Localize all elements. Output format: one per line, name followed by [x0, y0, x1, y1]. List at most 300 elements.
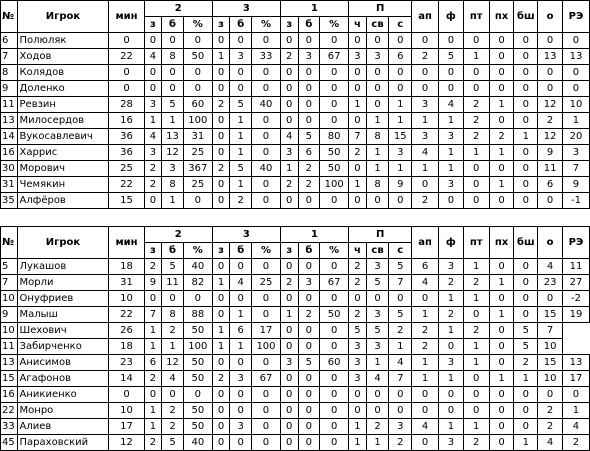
- cell-o: 4: [538, 259, 563, 275]
- cell-3_z: 0: [212, 81, 230, 97]
- cell-2_pct: 50: [183, 323, 212, 339]
- cell-p_s: 5: [389, 259, 412, 275]
- cell-2_z: 0: [144, 387, 162, 403]
- cell-3_b: 0: [230, 355, 252, 371]
- cell-2_b: 2: [162, 323, 184, 339]
- cell-1_b: 0: [298, 323, 320, 339]
- cell-p_s: 5: [389, 307, 412, 323]
- cell-min: 28: [109, 97, 144, 113]
- cell-p_s: 15: [389, 129, 412, 145]
- cell-bsh: 0: [514, 49, 538, 65]
- cell-re: 2: [562, 435, 589, 451]
- cell-2_b: 12: [162, 145, 184, 161]
- cell-num: 14: [1, 129, 18, 145]
- cell-ap: 2: [412, 323, 439, 339]
- header-group-2: 1: [280, 227, 348, 243]
- cell-p_s: 9: [389, 177, 412, 193]
- cell-bsh: 0: [514, 97, 538, 113]
- cell-p_ch: 5: [349, 323, 367, 339]
- cell-2_b: 4: [162, 371, 184, 387]
- cell-2_z: 4: [144, 129, 162, 145]
- cell-3_z: 0: [212, 129, 230, 145]
- cell-min: 16: [109, 113, 144, 129]
- cell-min: 31: [109, 275, 144, 291]
- cell-num: 11: [1, 339, 18, 355]
- cell-f: 3: [438, 355, 463, 371]
- cell-1_b: 5: [298, 355, 320, 371]
- table-row: [1, 177, 590, 193]
- table-row: [1, 65, 590, 81]
- cell-3_pct: 0: [252, 177, 281, 193]
- cell-ap: 3: [412, 129, 439, 145]
- cell-f: 1: [438, 323, 463, 339]
- cell-o: 0: [538, 65, 563, 81]
- cell-2_z: 2: [144, 259, 162, 275]
- cell-player: Малыш: [17, 307, 109, 323]
- cell-re: -1: [562, 193, 589, 209]
- cell-o: 2: [538, 403, 563, 419]
- cell-p_s: 0: [389, 291, 412, 307]
- header-sub-1: б: [162, 243, 184, 259]
- cell-o: 15: [538, 355, 563, 371]
- cell-1_pct: 0: [320, 113, 349, 129]
- cell-3_b: 1: [230, 113, 252, 129]
- header-min: мин: [109, 1, 144, 33]
- cell-p_sv: 1: [366, 435, 389, 451]
- table-row: [1, 339, 590, 355]
- cell-f: 4: [438, 97, 463, 113]
- cell-1_b: 0: [298, 193, 320, 209]
- cell-p_s: 1: [389, 113, 412, 129]
- cell-3_z: 2: [212, 97, 230, 113]
- cell-player: Чемякин: [17, 177, 109, 193]
- cell-pt: 1: [463, 145, 489, 161]
- header-ф: ф: [438, 1, 463, 33]
- cell-bsh: 1: [514, 129, 538, 145]
- cell-f: 1: [438, 113, 463, 129]
- cell-p_s: 0: [389, 65, 412, 81]
- cell-2_z: 2: [144, 177, 162, 193]
- table-row: [1, 435, 590, 451]
- cell-1_z: 0: [280, 371, 298, 387]
- cell-2_b: 0: [162, 33, 184, 49]
- header-group-0: 2: [144, 1, 212, 17]
- cell-re: 13: [562, 355, 589, 371]
- header-бш: бш: [514, 227, 538, 259]
- cell-p_ch: 0: [349, 65, 367, 81]
- cell-1_z: 0: [280, 33, 298, 49]
- cell-re: 9: [562, 177, 589, 193]
- header-num: №: [1, 227, 18, 259]
- cell-min: 18: [109, 339, 144, 355]
- cell-1_pct: 100: [320, 177, 349, 193]
- cell-1_pct: 50: [320, 161, 349, 177]
- cell-2_pct: 0: [183, 65, 212, 81]
- header-бш: бш: [514, 1, 538, 33]
- cell-2_pct: 367: [183, 161, 212, 177]
- cell-bsh: 0: [514, 387, 538, 403]
- cell-2_b: 2: [162, 419, 184, 435]
- table-row: [1, 81, 590, 97]
- cell-ap: 2: [412, 193, 439, 209]
- cell-3_pct: 0: [252, 259, 281, 275]
- cell-1_b: 0: [298, 259, 320, 275]
- cell-pt: 0: [463, 65, 489, 81]
- cell-f: 1: [438, 371, 463, 387]
- cell-f: 0: [438, 403, 463, 419]
- cell-player: Доленко: [17, 81, 109, 97]
- table-row: [1, 193, 590, 209]
- header-sub-6: з: [280, 243, 298, 259]
- cell-1_b: 0: [298, 291, 320, 307]
- header-row-1: [1, 1, 590, 17]
- cell-1_pct: 0: [320, 403, 349, 419]
- cell-3_pct: 0: [252, 129, 281, 145]
- cell-player: Анисимов: [17, 355, 109, 371]
- cell-p_ch: 3: [349, 355, 367, 371]
- cell-3_b: 0: [230, 291, 252, 307]
- table-row: [1, 259, 590, 275]
- cell-player: Милосердов: [17, 113, 109, 129]
- cell-o: 12: [538, 129, 563, 145]
- header-sub-2: %: [183, 17, 212, 33]
- cell-ap: 1: [412, 161, 439, 177]
- cell-3_pct: 0: [252, 65, 281, 81]
- cell-3_pct: 0: [252, 193, 281, 209]
- cell-o: 13: [538, 49, 563, 65]
- cell-1_z: 0: [280, 193, 298, 209]
- cell-f: 1: [438, 145, 463, 161]
- cell-num: 22: [1, 403, 18, 419]
- cell-min: 22: [109, 49, 144, 65]
- cell-ph: 0: [489, 161, 514, 177]
- cell-3_b: 0: [230, 81, 252, 97]
- cell-min: 26: [109, 323, 144, 339]
- cell-ap: 1: [412, 355, 439, 371]
- cell-o: 0: [538, 193, 563, 209]
- cell-p_s: 0: [389, 81, 412, 97]
- cell-3_b: 4: [230, 275, 252, 291]
- cell-ph: 0: [489, 387, 514, 403]
- cell-1_z: 0: [280, 323, 298, 339]
- cell-3_pct: 40: [252, 97, 281, 113]
- cell-1_pct: 0: [320, 291, 349, 307]
- cell-p_sv: 1: [366, 161, 389, 177]
- cell-o: 12: [538, 97, 563, 113]
- cell-player: Морли: [17, 275, 109, 291]
- cell-min: 22: [109, 307, 144, 323]
- cell-re: 11: [562, 259, 589, 275]
- cell-player: Лукашов: [17, 259, 109, 275]
- header-ап: ап: [412, 1, 439, 33]
- header-sub-5: %: [252, 243, 281, 259]
- cell-2_pct: 50: [183, 355, 212, 371]
- cell-bsh: 0: [514, 113, 538, 129]
- header-РЭ: РЭ: [562, 227, 589, 259]
- cell-f: 0: [438, 33, 463, 49]
- cell-3_z: 0: [212, 193, 230, 209]
- cell-f: 1: [438, 419, 463, 435]
- cell-p_sv: 5: [366, 323, 389, 339]
- header-ф: ф: [438, 227, 463, 259]
- cell-p_ch: 1: [349, 435, 367, 451]
- cell-1_z: 0: [280, 97, 298, 113]
- table-row: [1, 161, 590, 177]
- cell-3_pct: 0: [252, 291, 281, 307]
- cell-p_sv: 1: [366, 145, 389, 161]
- cell-f: 2: [438, 307, 463, 323]
- cell-o: 10: [538, 339, 563, 355]
- cell-pt: 0: [463, 387, 489, 403]
- cell-1_pct: 0: [320, 339, 349, 355]
- cell-min: 36: [109, 129, 144, 145]
- cell-2_pct: 50: [183, 403, 212, 419]
- cell-ph: 0: [489, 33, 514, 49]
- cell-num: 8: [1, 65, 18, 81]
- cell-p_ch: 3: [349, 49, 367, 65]
- cell-bsh: 0: [514, 275, 538, 291]
- cell-min: 15: [109, 193, 144, 209]
- cell-player: Морович: [17, 161, 109, 177]
- cell-2_pct: 60: [183, 97, 212, 113]
- cell-min: 0: [109, 65, 144, 81]
- cell-p_s: 2: [389, 323, 412, 339]
- cell-2_z: 4: [144, 49, 162, 65]
- cell-p_s: 2: [389, 435, 412, 451]
- cell-p_sv: 3: [366, 339, 389, 355]
- cell-min: 36: [109, 145, 144, 161]
- cell-1_b: 0: [298, 403, 320, 419]
- cell-2_z: 7: [144, 307, 162, 323]
- cell-re: 19: [562, 307, 589, 323]
- table-row: [1, 49, 590, 65]
- cell-3_b: 0: [230, 435, 252, 451]
- header-sub-7: б: [298, 243, 320, 259]
- cell-o: 2: [538, 113, 563, 129]
- cell-1_z: 3: [280, 355, 298, 371]
- cell-num: 31: [1, 177, 18, 193]
- cell-bsh: 0: [514, 161, 538, 177]
- table-row: [1, 371, 590, 387]
- cell-3_z: 0: [212, 65, 230, 81]
- cell-f: 0: [438, 81, 463, 97]
- cell-num: 5: [1, 259, 18, 275]
- cell-bsh: 0: [514, 307, 538, 323]
- cell-3_b: 5: [230, 161, 252, 177]
- header-о: о: [538, 227, 563, 259]
- cell-re: 20: [562, 129, 589, 145]
- cell-num: 30: [1, 161, 18, 177]
- cell-player: Аникиенко: [17, 387, 109, 403]
- cell-3_z: 0: [212, 355, 230, 371]
- cell-p_s: 0: [389, 193, 412, 209]
- cell-min: 18: [109, 259, 144, 275]
- cell-p_sv: 1: [366, 113, 389, 129]
- cell-3_b: 0: [230, 259, 252, 275]
- cell-ph: 1: [489, 275, 514, 291]
- cell-ph: 0: [489, 419, 514, 435]
- cell-o: 15: [538, 307, 563, 323]
- cell-p_ch: 0: [349, 291, 367, 307]
- cell-2_b: 5: [162, 97, 184, 113]
- cell-3_pct: 0: [252, 33, 281, 49]
- cell-1_pct: 0: [320, 81, 349, 97]
- header-пх: пх: [489, 227, 514, 259]
- cell-p_sv: 0: [366, 291, 389, 307]
- cell-pt: 1: [463, 49, 489, 65]
- cell-f: 2: [438, 275, 463, 291]
- cell-3_pct: 0: [252, 355, 281, 371]
- cell-ph: 0: [489, 259, 514, 275]
- cell-3_z: 1: [212, 323, 230, 339]
- cell-bsh: 0: [514, 291, 538, 307]
- cell-2_b: 13: [162, 129, 184, 145]
- cell-1_pct: 0: [320, 193, 349, 209]
- cell-ap: 0: [412, 33, 439, 49]
- cell-1_pct: 0: [320, 419, 349, 435]
- table-row: [1, 403, 590, 419]
- cell-1_z: 0: [280, 259, 298, 275]
- cell-p_s: 1: [389, 161, 412, 177]
- cell-2_pct: 31: [183, 129, 212, 145]
- cell-pt: 0: [463, 81, 489, 97]
- cell-2_b: 5: [162, 435, 184, 451]
- cell-3_pct: 0: [252, 435, 281, 451]
- cell-1_pct: 60: [320, 355, 349, 371]
- cell-p_sv: 3: [366, 307, 389, 323]
- cell-p_s: 6: [389, 49, 412, 65]
- cell-num: 10: [1, 323, 18, 339]
- cell-p_sv: 0: [366, 97, 389, 113]
- cell-player: Монро: [17, 403, 109, 419]
- cell-re: 0: [562, 65, 589, 81]
- cell-3_b: 1: [230, 339, 252, 355]
- cell-f: 0: [438, 339, 463, 355]
- cell-p_s: 4: [389, 355, 412, 371]
- cell-2_z: 2: [144, 161, 162, 177]
- cell-3_z: 0: [212, 33, 230, 49]
- cell-2_pct: 40: [183, 259, 212, 275]
- cell-ph: 1: [489, 177, 514, 193]
- cell-1_pct: 0: [320, 33, 349, 49]
- cell-3_z: 2: [212, 371, 230, 387]
- cell-pt: 1: [463, 291, 489, 307]
- cell-min: 22: [109, 177, 144, 193]
- cell-1_pct: 0: [320, 259, 349, 275]
- cell-1_b: 0: [298, 387, 320, 403]
- cell-2_pct: 82: [183, 275, 212, 291]
- cell-f: 3: [438, 177, 463, 193]
- cell-f: 3: [438, 129, 463, 145]
- cell-2_pct: 0: [183, 193, 212, 209]
- cell-bsh: 0: [514, 33, 538, 49]
- cell-re: 7: [562, 161, 589, 177]
- header-sub-1: б: [162, 17, 184, 33]
- cell-pt: 2: [463, 323, 489, 339]
- cell-2_z: 1: [144, 113, 162, 129]
- cell-p_sv: 3: [366, 259, 389, 275]
- cell-ap: 6: [412, 259, 439, 275]
- cell-player: Вукосавлевич: [17, 129, 109, 145]
- cell-bsh: 0: [514, 177, 538, 193]
- cell-1_b: 0: [298, 419, 320, 435]
- cell-3_pct: 0: [252, 113, 281, 129]
- cell-min: 14: [109, 371, 144, 387]
- cell-re: -2: [562, 291, 589, 307]
- cell-3_z: 0: [212, 259, 230, 275]
- header-group-2: 1: [280, 1, 348, 17]
- cell-1_pct: 0: [320, 435, 349, 451]
- header-sub-0: з: [144, 243, 162, 259]
- cell-1_z: 2: [280, 49, 298, 65]
- cell-num: 11: [1, 97, 18, 113]
- cell-re: 1: [562, 113, 589, 129]
- cell-2_z: 2: [144, 435, 162, 451]
- cell-3_z: 0: [212, 177, 230, 193]
- cell-bsh: 5: [514, 323, 538, 339]
- header-group-0: 2: [144, 227, 212, 243]
- cell-2_b: 8: [162, 307, 184, 323]
- cell-re: 27: [562, 275, 589, 291]
- cell-p_sv: 2: [366, 419, 389, 435]
- cell-1_z: 2: [280, 275, 298, 291]
- cell-1_z: 4: [280, 129, 298, 145]
- cell-2_b: 8: [162, 49, 184, 65]
- cell-2_b: 12: [162, 355, 184, 371]
- cell-bsh: 0: [514, 145, 538, 161]
- cell-1_z: 0: [280, 419, 298, 435]
- cell-num: 9: [1, 81, 18, 97]
- header-РЭ: РЭ: [562, 1, 589, 33]
- cell-2_pct: 40: [183, 435, 212, 451]
- cell-1_pct: 0: [320, 65, 349, 81]
- cell-1_b: 3: [298, 275, 320, 291]
- cell-re: 13: [562, 49, 589, 65]
- cell-p_s: 1: [389, 339, 412, 355]
- header-group-3: П: [349, 227, 412, 243]
- cell-2_z: 0: [144, 33, 162, 49]
- cell-1_b: 3: [298, 49, 320, 65]
- cell-2_b: 11: [162, 275, 184, 291]
- cell-3_b: 0: [230, 65, 252, 81]
- cell-pt: 0: [463, 177, 489, 193]
- cell-2_z: 1: [144, 339, 162, 355]
- cell-3_pct: 0: [252, 145, 281, 161]
- cell-3_z: 1: [212, 275, 230, 291]
- cell-2_z: 2: [144, 371, 162, 387]
- cell-p_ch: 0: [349, 193, 367, 209]
- cell-ph: 0: [489, 403, 514, 419]
- cell-f: 1: [438, 161, 463, 177]
- cell-bsh: 1: [514, 371, 538, 387]
- cell-o: 10: [538, 371, 563, 387]
- cell-f: 0: [438, 65, 463, 81]
- cell-player: Ходов: [17, 49, 109, 65]
- cell-3_z: 0: [212, 145, 230, 161]
- cell-3_z: 0: [212, 419, 230, 435]
- cell-1_b: 6: [298, 145, 320, 161]
- cell-ph: 0: [489, 291, 514, 307]
- cell-2_z: 0: [144, 65, 162, 81]
- cell-min: 10: [109, 403, 144, 419]
- cell-p_s: 1: [389, 97, 412, 113]
- cell-3_b: 3: [230, 371, 252, 387]
- table-row: [1, 291, 590, 307]
- cell-p_sv: 8: [366, 177, 389, 193]
- cell-ap: 3: [412, 97, 439, 113]
- header-sub-4: б: [230, 17, 252, 33]
- cell-o: 6: [538, 177, 563, 193]
